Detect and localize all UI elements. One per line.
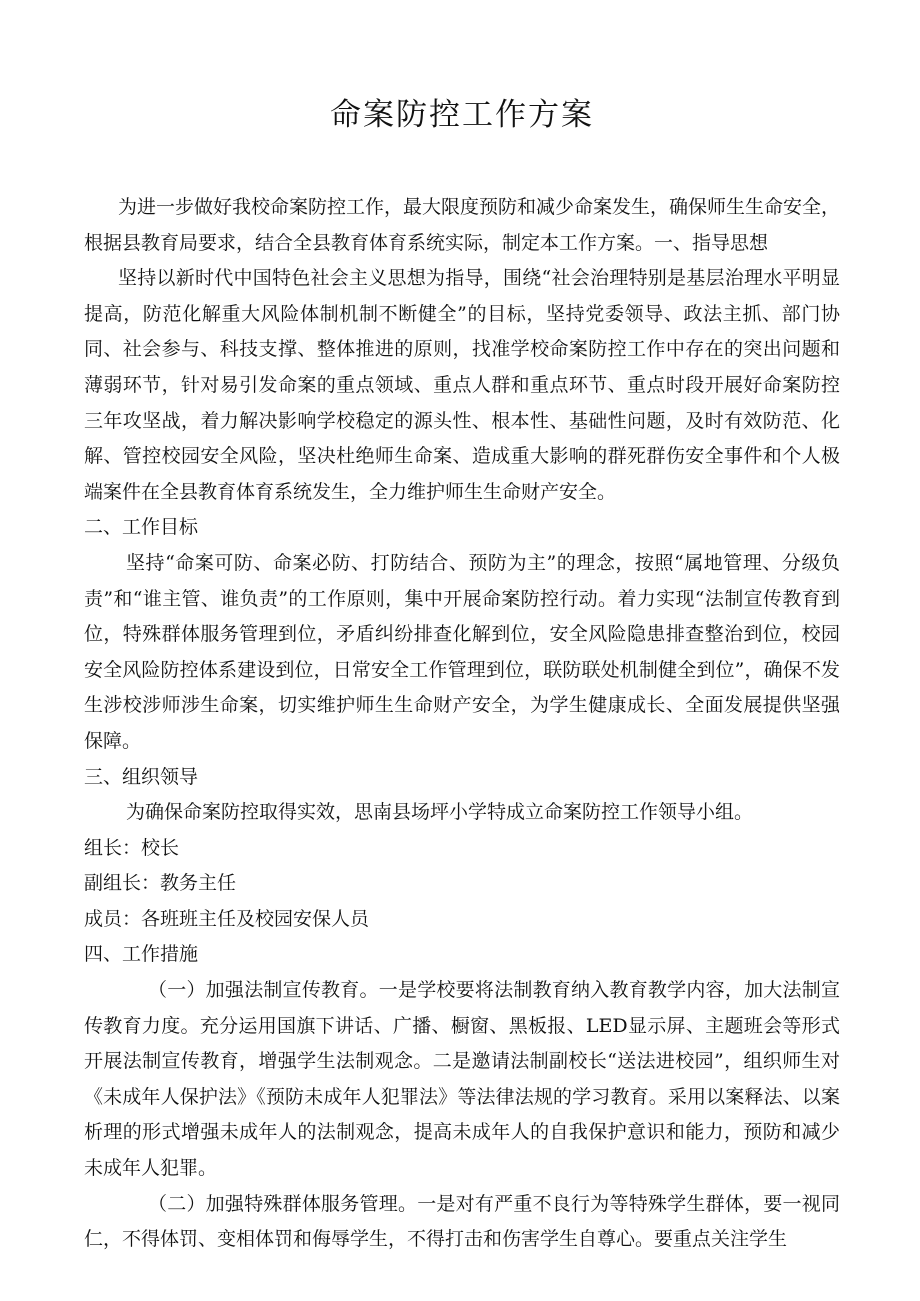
paragraph-guiding-thought: 坚持以新时代中国特色社会主义思想为指导，围绕“社会治理特别是基层治理水平明显提高，防范化解重大风险体制机制不断健全”的目标，坚持党委领导、政法主抓、部门协同、社会参与、科技支撑、整体推进的原则，找准学校命案防控工作中存在的突出问题和薄弱环节，针对易引发命案的重点领域、重点人群和重点环节、重点时段开展好命案防控三年攻坚战，着力解决影响学校稳定的源头性、根本性、基础性问题，及时有效防范、化解、管控校园安全风险，坚决杜绝师生命案、造成重大影响的群死群伤安全事件和个人极端案件在全县教育体育系统发生，全力维护师生生命财产安全。 bbox=[84, 267, 840, 503]
heading-work-goals: 二、工作目标 bbox=[84, 516, 199, 539]
members-line: 成员：各班班主任及校园安保人员 bbox=[84, 907, 370, 930]
paragraph-work-goals: 坚持“命案可防、命案必防、打防结合、预防为主”的理念，按照“属地管理、分级负责”和“谁主管、谁负责”的工作原则，集中开展命案防控行动。着力实现“法制宣传教育到位，特殊群体服务管理到位，矛盾纠纷排查化解到位，安全风险隐患排查整治到位，校园安全风险防控体系建设到位，日常安全工作管理到位，联防联处机制健全到位”，确保不发生涉校涉师涉生命案，切实维护师生生命财产安全，为学生健康成长、全面发展提供坚强保障。 bbox=[84, 551, 840, 752]
paragraph-intro: 为进一步做好我校命案防控工作，最大限度预防和减少命案发生，确保师生生命安全，根据县教育局要求，结合全县教育体育系统实际，制定本工作方案。一、指导思想 bbox=[84, 196, 841, 254]
paragraph-measure-2: （二）加强特殊群体服务管理。一是对有严重不良行为等特殊学生群体，要一视同仁，不得体罚、变相体罚和侮辱学生，不得打击和伤害学生自尊心。要重点关注学生 bbox=[84, 1192, 840, 1251]
paragraph-organization: 为确保命案防控取得实效，思南县场坪小学特成立命案防控工作领导小组。 bbox=[126, 801, 754, 824]
deputy-leader-line: 副组长：教务主任 bbox=[84, 872, 237, 895]
document-title: 命案防控工作方案 bbox=[330, 97, 594, 133]
paragraph-measure-1: （一）加强法制宣传教育。一是学校要将法制教育纳入教育教学内容，加大法制宣传教育力度。充分运用国旗下讲话、广播、橱窗、黑板报、LED显示屏、主题班会等形式开展法制宣传教育，增强学生法制观念。二是邀请法制副校长“送法进校园”，组织师生对《未成年人保护法》《预防未成年人犯罪法》等法律法规的学习教育。采用以案释法、以案析理的形式增强未成年人的法制观念，提高未成年人的自我保护意识和能力，预防和减少未成年人犯罪。 bbox=[84, 979, 840, 1180]
document-body bbox=[84, 190, 840, 1258]
heading-organization: 三、组织领导 bbox=[84, 765, 199, 788]
leader-line: 组长：校长 bbox=[84, 836, 180, 859]
heading-work-measures: 四、工作措施 bbox=[84, 943, 199, 966]
